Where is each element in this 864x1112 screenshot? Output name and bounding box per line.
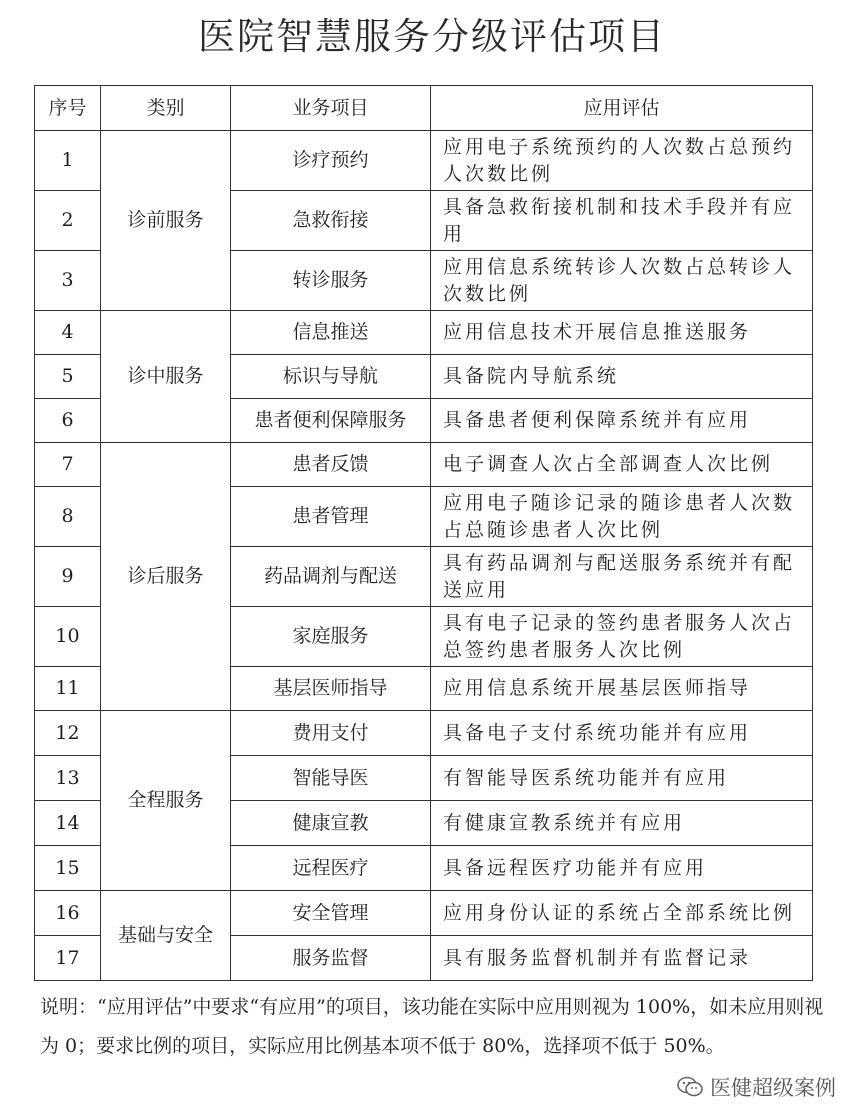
- evaluation-text: 电子调查人次占全部调查人次比例: [431, 443, 813, 487]
- business-item: 基层医师指导: [231, 667, 431, 711]
- business-item: 转诊服务: [231, 251, 431, 311]
- business-item: 家庭服务: [231, 607, 431, 667]
- category-cell: 全程服务: [101, 711, 231, 891]
- row-number: 9: [35, 547, 101, 607]
- evaluation-text: 有智能导医系统功能并有应用: [431, 756, 813, 801]
- evaluation-text: 具有服务监督机制并有监督记录: [431, 936, 813, 981]
- evaluation-text: 有健康宣教系统并有应用: [431, 801, 813, 846]
- evaluation-text: 具备电子支付系统功能并有应用: [431, 711, 813, 756]
- wechat-icon: [676, 1075, 704, 1099]
- header-evaluation: 应用评估: [431, 86, 813, 131]
- watermark: [676, 1072, 836, 1102]
- table-header-row: [35, 86, 813, 131]
- category-cell: 诊中服务: [101, 311, 231, 443]
- evaluation-text: 应用电子系统预约的人次数占总预约人次数比例: [431, 131, 813, 191]
- business-item: 急救衔接: [231, 191, 431, 251]
- evaluation-text: 应用信息系统转诊人次数占总转诊人次数比例: [431, 251, 813, 311]
- business-item: 患者反馈: [231, 443, 431, 487]
- row-number: 1: [35, 131, 101, 191]
- evaluation-table: [34, 85, 813, 981]
- evaluation-text: 应用身份认证的系统占全部系统比例: [431, 891, 813, 936]
- row-number: 5: [35, 355, 101, 399]
- evaluation-text: 具备急救衔接机制和技术手段并有应用: [431, 191, 813, 251]
- business-item: 药品调剂与配送: [231, 547, 431, 607]
- row-number: 6: [35, 399, 101, 443]
- business-item: 患者管理: [231, 487, 431, 547]
- evaluation-text: 具有药品调剂与配送服务系统并有配送应用: [431, 547, 813, 607]
- business-item: 健康宣教: [231, 801, 431, 846]
- evaluation-text: 具备患者便利保障系统并有应用: [431, 399, 813, 443]
- watermark-text: 医健超级案例: [710, 1076, 836, 1100]
- header-business-item: 业务项目: [231, 86, 431, 131]
- table-row: [35, 311, 813, 355]
- category-cell: 基础与安全: [101, 891, 231, 981]
- row-number: 7: [35, 443, 101, 487]
- table-row: [35, 711, 813, 756]
- header-category: 类别: [101, 86, 231, 131]
- row-number: 12: [35, 711, 101, 756]
- row-number: 10: [35, 607, 101, 667]
- row-number: 13: [35, 756, 101, 801]
- row-number: 4: [35, 311, 101, 355]
- row-number: 17: [35, 936, 101, 981]
- business-item: 诊疗预约: [231, 131, 431, 191]
- evaluation-text: 具备院内导航系统: [431, 355, 813, 399]
- category-cell: 诊后服务: [101, 443, 231, 711]
- business-item: 智能导医: [231, 756, 431, 801]
- business-item: 远程医疗: [231, 846, 431, 891]
- row-number: 11: [35, 667, 101, 711]
- table-row: [35, 891, 813, 936]
- business-item: 安全管理: [231, 891, 431, 936]
- table-row: [35, 443, 813, 487]
- table-row: [35, 131, 813, 191]
- business-item: 患者便利保障服务: [231, 399, 431, 443]
- row-number: 8: [35, 487, 101, 547]
- row-number: 14: [35, 801, 101, 846]
- evaluation-text: 应用信息技术开展信息推送服务: [431, 311, 813, 355]
- business-item: 信息推送: [231, 311, 431, 355]
- row-number: 15: [35, 846, 101, 891]
- document-title: 医院智慧服务分级评估项目: [198, 15, 666, 58]
- evaluation-text: 具备远程医疗功能并有应用: [431, 846, 813, 891]
- row-number: 3: [35, 251, 101, 311]
- evaluation-text: 应用信息系统开展基层医师指导: [431, 667, 813, 711]
- row-number: 16: [35, 891, 101, 936]
- evaluation-text: 具有电子记录的签约患者服务人次占总签约患者服务人次比例: [431, 607, 813, 667]
- header-seq: 序号: [35, 86, 101, 131]
- business-item: 服务监督: [231, 936, 431, 981]
- category-cell: 诊前服务: [101, 131, 231, 311]
- business-item: 费用支付: [231, 711, 431, 756]
- business-item: 标识与导航: [231, 355, 431, 399]
- row-number: 2: [35, 191, 101, 251]
- evaluation-text: 应用电子随诊记录的随诊患者人次数占总随诊患者人次比例: [431, 487, 813, 547]
- explanation-note: 说明：“应用评估”中要求“有应用”的项目，该功能在实际中应用则视为 100%，如未应用则视为 0；要求比例的项目，实际应用比例基本项不低于 80%，选择项不低于 50%。: [40, 996, 824, 1057]
